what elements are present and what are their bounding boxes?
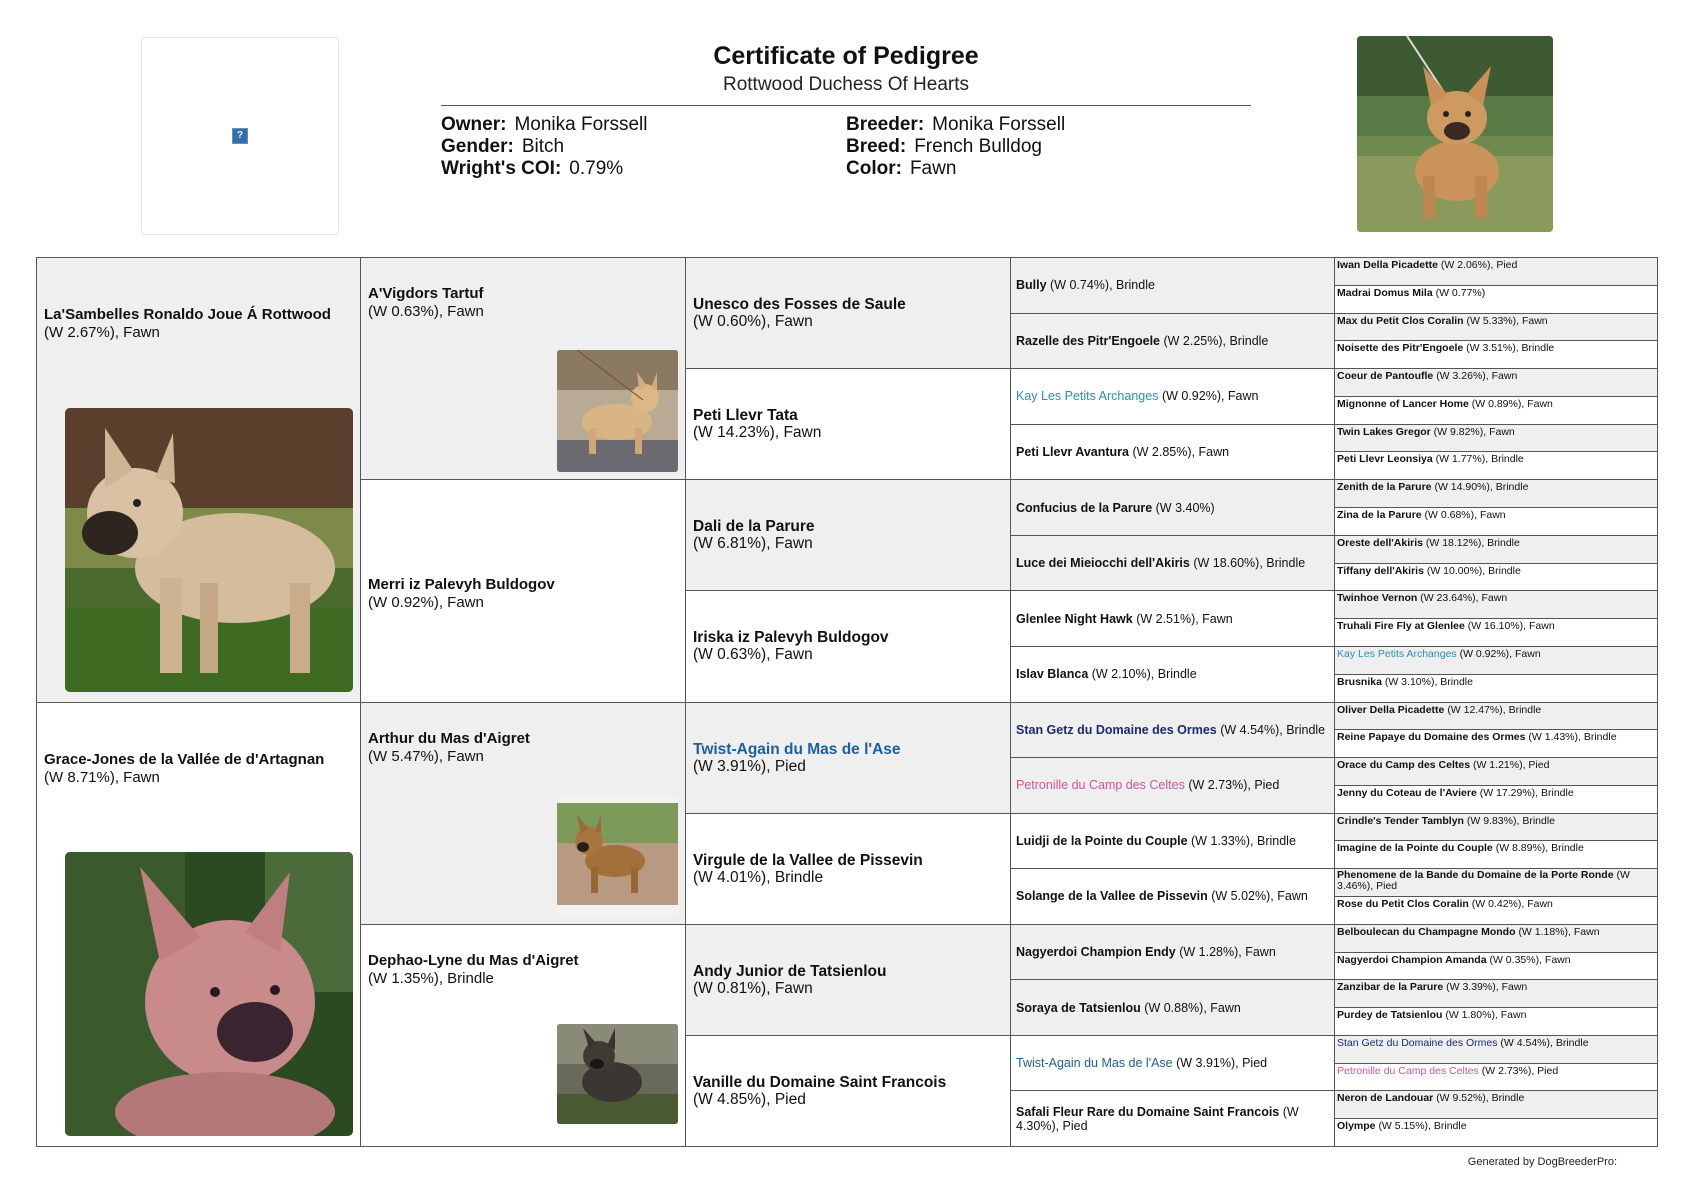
ped-gen2-1-entry — [368, 285, 484, 321]
ped-gen3-1-name: Unesco des Fosses de Saule — [693, 296, 906, 314]
ped-gen4-14 — [1011, 980, 1335, 1036]
ped-gen5-1-detail: (W 2.06%), Pied — [1440, 259, 1518, 271]
ped-gen4-6 — [1011, 536, 1335, 592]
ped-gen2-2-entry — [368, 576, 555, 612]
ped-gen5-17 — [1335, 703, 1658, 731]
ped-gen3-8-entry — [693, 1074, 946, 1108]
ped-gen5-31-entry — [1337, 1092, 1653, 1104]
ped-gen5-25-entry — [1337, 926, 1653, 938]
ped-gen5-24-entry — [1337, 898, 1653, 910]
ped-gen5-28-detail: (W 1.80%), Fawn — [1445, 1009, 1527, 1022]
ped-gen5-27 — [1335, 980, 1658, 1008]
ped-gen5-31-name: Neron de Landouar — [1337, 1092, 1434, 1105]
ped-gen3-1-detail: (W 0.60%), Fawn — [693, 313, 813, 331]
ped-gen5-20 — [1335, 786, 1658, 814]
ped-gen4-6-name: Luce dei Mieiocchi dell'Akiris — [1016, 556, 1190, 571]
ped-gen5-6-detail: (W 0.89%), Fawn — [1471, 397, 1553, 410]
ped-gen5-17-detail: (W 12.47%), Brindle — [1447, 703, 1542, 716]
french-bulldog-photo — [1357, 36, 1553, 232]
ped-gen5-13-detail: (W 23.64%), Fawn — [1420, 592, 1508, 605]
dam-name: Grace-Jones de la Vallée de d'Artagnan — [44, 750, 325, 768]
ped-gen4-6-entry — [1011, 556, 1313, 570]
owner-label: Owner: — [441, 114, 507, 135]
ped-gen5-8-entry — [1337, 453, 1653, 465]
ped-gen2-4-detail: (W 1.35%), Brindle — [368, 969, 494, 987]
ped-gen5-25 — [1335, 925, 1658, 953]
ped-gen5-8-name: Peti Llevr Leonsiya — [1337, 453, 1433, 466]
ped-gen4-11-detail: (W 1.33%), Brindle — [1191, 833, 1296, 848]
kennel-logo-placeholder — [141, 37, 339, 235]
ped-gen2-1-detail: (W 0.63%), Fawn — [368, 303, 484, 320]
ped-gen5-14-entry — [1337, 620, 1653, 632]
ped-gen3-3-name: Dali de la Parure — [693, 518, 815, 536]
coi-value: 0.79% — [569, 158, 624, 179]
ped-gen4-10-name[interactable]: Petronille du Camp des Celtes — [1016, 778, 1185, 793]
ped-gen2-4-photo — [557, 1024, 678, 1124]
ped-gen3-2-name: Peti Llevr Tata — [693, 407, 798, 425]
ped-gen5-2-entry — [1337, 287, 1653, 299]
ped-gen5-24-detail: (W 0.42%), Fawn — [1471, 897, 1553, 910]
ped-gen4-8 — [1011, 647, 1335, 703]
ped-gen5-16-entry — [1337, 676, 1653, 688]
ped-gen4-2-name: Razelle des Pitr'Engoele — [1016, 333, 1160, 348]
ped-gen5-4-name: Noisette des Pitr'Engoele — [1337, 342, 1464, 355]
sire-cell — [37, 258, 361, 703]
ped-gen5-21-detail: (W 9.83%), Brindle — [1466, 814, 1556, 827]
ped-gen4-15-name[interactable]: Twist-Again du Mas de l'Ase — [1016, 1056, 1173, 1071]
color-label: Color: — [846, 158, 902, 179]
ped-gen5-16-detail: (W 3.10%), Brindle — [1384, 675, 1473, 688]
ped-gen4-12-entry — [1011, 889, 1316, 903]
ped-gen3-5-detail: (W 3.91%), Pied — [693, 757, 806, 775]
ped-gen5-25-name: Belboulecan du Champagne Mondo — [1337, 925, 1516, 938]
ped-gen3-8 — [686, 1036, 1011, 1147]
ped-gen5-22-detail: (W 8.89%), Brindle — [1495, 842, 1584, 855]
ped-gen3-6 — [686, 814, 1011, 925]
ped-gen5-24-name: Rose du Petit Clos Coralin — [1337, 897, 1469, 910]
ped-gen5-3-detail: (W 5.33%), Fawn — [1466, 314, 1548, 327]
ped-gen5-29-entry — [1337, 1037, 1653, 1049]
ped-gen4-4 — [1011, 425, 1335, 481]
ped-gen5-2 — [1335, 286, 1658, 314]
ped-gen4-3-entry — [1011, 389, 1267, 403]
coi-label: Wright's COI: — [441, 158, 562, 179]
ped-gen5-9 — [1335, 480, 1658, 508]
ped-gen3-5-name[interactable]: Twist-Again du Mas de l'Ase — [693, 740, 901, 758]
ped-gen4-6-detail: (W 18.60%), Brindle — [1193, 556, 1306, 571]
ped-gen4-5-detail: (W 3.40%) — [1155, 500, 1215, 515]
ped-gen5-6 — [1335, 397, 1658, 425]
ped-gen5-21-name: Crindle's Tender Tamblyn — [1337, 814, 1464, 827]
dam-detail: (W 8.71%), Fawn — [44, 768, 160, 786]
ped-gen2-1-photo — [557, 350, 678, 472]
ped-gen5-26 — [1335, 953, 1658, 981]
sire-name: La'Sambelles Ronaldo Joue Á Rottwood — [44, 306, 331, 323]
gender-label: Gender: — [441, 136, 514, 157]
ped-gen4-1-entry — [1011, 278, 1163, 292]
ped-gen3-6-name: Virgule de la Vallee de Pissevin — [693, 851, 923, 869]
ped-gen2-4-entry — [368, 952, 579, 988]
ped-gen5-18-detail: (W 1.43%), Brindle — [1528, 731, 1617, 744]
ped-gen5-16 — [1335, 675, 1658, 703]
ped-gen5-12-entry — [1337, 565, 1653, 577]
ped-gen5-2-name: Madrai Domus Mila — [1337, 286, 1433, 299]
ped-gen5-3-entry — [1337, 315, 1653, 327]
ped-gen5-5-entry — [1337, 370, 1653, 382]
ped-gen5-7-name: Twin Lakes Gregor — [1337, 425, 1431, 438]
ped-gen5-27-name: Zanzibar de la Parure — [1337, 981, 1444, 994]
breed-row — [846, 136, 1251, 158]
ped-gen2-2-detail: (W 0.92%), Fawn — [368, 594, 484, 612]
ped-gen5-26-entry — [1337, 954, 1653, 966]
ped-gen4-2-detail: (W 2.25%), Brindle — [1163, 333, 1269, 348]
ped-gen5-23 — [1335, 869, 1658, 897]
ped-gen5-15 — [1335, 647, 1658, 675]
ped-gen4-1-name: Bully — [1016, 278, 1047, 293]
ped-gen4-3 — [1011, 369, 1335, 425]
ped-gen5-5 — [1335, 369, 1658, 397]
coi-row — [441, 158, 846, 180]
ped-gen5-28-entry — [1337, 1009, 1653, 1021]
ped-gen3-2 — [686, 369, 1011, 480]
ped-gen4-13-name: Nagyerdoi Champion Endy — [1016, 945, 1176, 960]
ped-gen5-18-entry — [1337, 731, 1653, 743]
ped-gen5-10 — [1335, 508, 1658, 536]
ped-gen2-1 — [361, 258, 686, 480]
ped-gen5-1 — [1335, 258, 1658, 286]
pedigree-chart — [36, 257, 1658, 1147]
ped-gen5-21 — [1335, 814, 1658, 842]
ped-gen4-9-name[interactable]: Stan Getz du Domaine des Ormes — [1016, 722, 1217, 737]
ped-gen5-4-entry — [1337, 342, 1653, 354]
ped-gen5-15-detail: (W 0.92%), Fawn — [1459, 647, 1541, 660]
info-left-column — [441, 114, 846, 180]
ped-gen3-3-entry — [693, 518, 814, 552]
ped-gen3-2-detail: (W 14.23%), Fawn — [693, 424, 822, 442]
ped-gen4-9-detail: (W 4.54%), Brindle — [1220, 722, 1326, 737]
ped-gen4-8-name: Islav Blanca — [1016, 667, 1089, 682]
ped-gen4-12-detail: (W 5.02%), Fawn — [1211, 889, 1308, 904]
ped-gen4-3-name[interactable]: Kay Les Petits Archanges — [1016, 389, 1159, 404]
color-row — [846, 158, 1251, 180]
ped-gen5-29 — [1335, 1036, 1658, 1064]
ped-gen2-3-entry — [368, 730, 530, 766]
ped-gen4-9 — [1011, 703, 1335, 759]
ped-gen2-3-photo — [557, 795, 678, 917]
ped-gen4-10-detail: (W 2.73%), Pied — [1188, 778, 1280, 793]
ped-gen5-29-detail: (W 4.54%), Brindle — [1500, 1036, 1589, 1049]
ped-gen3-5 — [686, 703, 1011, 814]
ped-gen4-1-detail: (W 0.74%), Brindle — [1050, 278, 1155, 293]
dam-cell — [37, 703, 361, 1148]
ped-gen4-11-name: Luidji de la Pointe du Couple — [1016, 833, 1188, 848]
ped-gen5-1-entry — [1337, 259, 1653, 271]
ped-gen5-14 — [1335, 619, 1658, 647]
ped-gen3-7-entry — [693, 963, 886, 997]
ped-gen5-12 — [1335, 564, 1658, 592]
ped-gen4-13-entry — [1011, 945, 1284, 959]
ped-gen5-9-entry — [1337, 481, 1653, 493]
ped-gen5-27-entry — [1337, 981, 1653, 993]
ped-gen5-31 — [1335, 1091, 1658, 1119]
ped-gen4-5-entry — [1011, 501, 1223, 515]
ped-gen5-30 — [1335, 1064, 1658, 1092]
ped-gen2-1-name: A'Vigdors Tartuf — [368, 285, 484, 302]
ped-gen5-13-name: Twinhoe Vernon — [1337, 592, 1418, 605]
ped-gen5-16-name: Brusnika — [1337, 675, 1382, 688]
ped-gen4-3-detail: (W 0.92%), Fawn — [1161, 389, 1259, 404]
ped-gen4-4-entry — [1011, 445, 1237, 459]
ped-gen5-32-detail: (W 5.15%), Brindle — [1378, 1120, 1467, 1133]
ped-gen5-5-name: Coeur de Pantoufle — [1337, 370, 1434, 383]
ped-gen5-11-detail: (W 18.12%), Brindle — [1425, 536, 1520, 549]
ped-gen4-15-detail: (W 3.91%), Pied — [1176, 1056, 1268, 1071]
ped-gen5-4 — [1335, 341, 1658, 369]
owner-row — [441, 114, 846, 136]
ped-gen5-30-detail: (W 2.73%), Pied — [1481, 1064, 1559, 1077]
ped-gen4-11-entry — [1011, 834, 1304, 848]
color-value: Fawn — [909, 158, 957, 179]
ped-gen5-12-name: Tiffany dell'Akiris — [1337, 564, 1424, 577]
ped-gen4-15-entry — [1011, 1056, 1275, 1070]
ped-gen3-4 — [686, 591, 1011, 702]
ped-gen4-16-entry — [1011, 1105, 1334, 1133]
ped-gen5-2-detail: (W 0.77%) — [1435, 286, 1486, 299]
ped-gen3-8-detail: (W 4.85%), Pied — [693, 1090, 806, 1108]
ped-gen5-23-detail: (W 3.46%), Pied — [1337, 869, 1630, 893]
ped-gen4-14-name: Soraya de Tatsienlou — [1016, 1000, 1141, 1015]
ped-gen2-3-detail: (W 5.47%), Fawn — [368, 747, 484, 765]
ped-gen5-8-detail: (W 1.77%), Brindle — [1435, 453, 1524, 466]
ped-gen5-15-name[interactable]: Kay Les Petits Archanges — [1337, 647, 1457, 660]
ped-gen4-4-detail: (W 2.85%), Fawn — [1132, 444, 1230, 459]
ped-gen5-24 — [1335, 897, 1658, 925]
ped-gen5-20-entry — [1337, 787, 1653, 799]
ped-gen2-2-name: Merri iz Palevyh Buldogov — [368, 576, 555, 594]
ped-gen2-4-name: Dephao-Lyne du Mas d'Aigret — [368, 951, 579, 969]
certificate-title: Certificate of Pedigree — [713, 42, 979, 70]
ped-gen5-11 — [1335, 536, 1658, 564]
dog-name: Rottwood Duchess Of Hearts — [722, 74, 970, 95]
ped-gen5-1-name: Iwan Della Picadette — [1337, 259, 1438, 271]
ped-gen3-7 — [686, 925, 1011, 1036]
ped-gen4-1 — [1011, 258, 1335, 314]
ped-gen5-15-entry — [1337, 648, 1653, 660]
ped-gen5-7-entry — [1337, 426, 1653, 438]
ped-gen5-6-entry — [1337, 398, 1653, 410]
ped-gen5-23-name: Phenomene de la Bande du Domaine de la Porte Ronde — [1337, 869, 1614, 882]
ped-gen4-13-detail: (W 1.28%), Fawn — [1179, 945, 1276, 960]
ped-gen3-1 — [686, 258, 1011, 369]
ped-gen5-27-detail: (W 3.39%), Fawn — [1446, 981, 1528, 994]
ped-gen5-10-detail: (W 0.68%), Fawn — [1424, 509, 1506, 522]
ped-gen3-7-name: Andy Junior de Tatsienlou — [693, 962, 887, 980]
ped-gen4-10 — [1011, 758, 1335, 814]
ped-gen4-2-entry — [1011, 334, 1276, 348]
ped-gen5-14-detail: (W 16.10%), Fawn — [1467, 620, 1555, 633]
ped-gen3-5-entry — [693, 741, 901, 775]
sire-photo — [65, 408, 353, 692]
ped-gen4-7-name: Glenlee Night Hawk — [1016, 611, 1133, 626]
ped-gen5-20-detail: (W 17.29%), Brindle — [1479, 786, 1574, 799]
ped-gen5-22-name: Imagine de la Pointe du Couple — [1337, 842, 1493, 855]
broken-image-icon: ? — [232, 128, 248, 144]
ped-gen5-22-entry — [1337, 842, 1653, 854]
ped-gen4-11 — [1011, 814, 1335, 870]
dog-photo — [1357, 36, 1553, 232]
ped-gen4-14-detail: (W 0.88%), Fawn — [1144, 1000, 1241, 1015]
ped-gen3-3 — [686, 480, 1011, 591]
ped-gen5-23-entry — [1337, 870, 1653, 892]
ped-gen5-26-name: Nagyerdoi Champion Amanda — [1337, 953, 1487, 966]
ped-gen4-8-detail: (W 2.10%), Brindle — [1091, 667, 1197, 682]
ped-gen5-32-name: Olympe — [1337, 1120, 1376, 1133]
ped-gen5-7 — [1335, 425, 1658, 453]
ped-gen2-3-name: Arthur du Mas d'Aigret — [368, 729, 530, 747]
ped-gen5-30-entry — [1337, 1065, 1653, 1077]
ped-gen2-2 — [361, 480, 686, 702]
ped-gen3-4-detail: (W 0.63%), Fawn — [693, 646, 813, 664]
info-right-column — [846, 114, 1251, 180]
ped-gen5-5-detail: (W 3.26%), Fawn — [1436, 370, 1518, 383]
ped-gen4-16-detail: (W 4.30%), Pied — [1016, 1104, 1299, 1133]
ped-gen5-6-name: Mignonne of Lancer Home — [1337, 397, 1469, 410]
ped-gen3-8-name: Vanille du Domaine Saint Francois — [693, 1073, 947, 1091]
ped-gen5-9-detail: (W 14.90%), Brindle — [1434, 481, 1529, 494]
ped-gen3-6-entry — [693, 852, 923, 886]
ped-gen5-22 — [1335, 841, 1658, 869]
ped-gen5-10-name: Zina de la Parure — [1337, 509, 1422, 522]
ped-gen5-11-entry — [1337, 537, 1653, 549]
ped-gen5-3 — [1335, 314, 1658, 342]
ped-gen4-14-entry — [1011, 1001, 1249, 1015]
ped-gen5-13-entry — [1337, 592, 1653, 604]
header-divider — [441, 105, 1251, 106]
ped-gen5-7-detail: (W 9.82%), Fawn — [1433, 425, 1515, 438]
ped-gen4-15 — [1011, 1036, 1335, 1092]
ped-gen4-12-name: Solange de la Vallee de Pissevin — [1016, 889, 1208, 904]
ped-gen4-4-name: Peti Llevr Avantura — [1016, 444, 1130, 459]
generator-credit: Generated by DogBreederPro: — [1467, 1156, 1617, 1168]
ped-gen5-19-entry — [1337, 759, 1653, 771]
ped-gen5-21-entry — [1337, 815, 1653, 827]
ped-gen4-13 — [1011, 925, 1335, 981]
breed-value: French Bulldog — [914, 136, 1042, 157]
ped-gen5-20-name: Jenny du Coteau de l'Aviere — [1337, 786, 1477, 799]
owner-value: Monika Forssell — [514, 114, 648, 135]
ped-gen5-11-name: Oreste dell'Akiris — [1337, 536, 1423, 549]
breed-label: Breed: — [846, 136, 907, 157]
ped-gen5-17-name: Oliver Della Picadette — [1337, 703, 1445, 716]
ped-gen4-16 — [1011, 1091, 1335, 1147]
ped-gen5-3-name: Max du Petit Clos Coralin — [1337, 314, 1464, 327]
ped-gen4-10-entry — [1011, 778, 1287, 792]
ped-gen5-31-detail: (W 9.52%), Brindle — [1436, 1092, 1525, 1105]
ped-gen3-4-entry — [693, 629, 889, 663]
ped-gen5-10-entry — [1337, 509, 1653, 521]
sire-entry — [44, 306, 331, 342]
ped-gen2-3 — [361, 703, 686, 925]
ped-gen5-29-name[interactable]: Stan Getz du Domaine des Ormes — [1337, 1036, 1498, 1049]
ped-gen4-7-detail: (W 2.51%), Fawn — [1136, 611, 1233, 626]
ped-gen5-13 — [1335, 591, 1658, 619]
ped-gen4-5-name: Confucius de la Parure — [1016, 500, 1153, 515]
ped-gen5-32 — [1335, 1119, 1658, 1147]
ped-gen4-12 — [1011, 869, 1335, 925]
ped-gen5-28-name: Purdey de Tatsienlou — [1337, 1009, 1443, 1022]
ped-gen5-4-detail: (W 3.51%), Brindle — [1466, 342, 1555, 355]
sire-detail: (W 2.67%), Fawn — [44, 324, 160, 341]
ped-gen5-19-name: Orace du Camp des Celtes — [1337, 759, 1471, 772]
ped-gen5-8 — [1335, 452, 1658, 480]
ped-gen5-14-name: Truhali Fire Fly at Glenlee — [1337, 620, 1465, 633]
ped-gen4-5 — [1011, 480, 1335, 536]
ped-gen5-17-entry — [1337, 704, 1653, 716]
ped-gen5-12-detail: (W 10.00%), Brindle — [1426, 564, 1521, 577]
ped-gen5-18-name: Reine Papaye du Domaine des Ormes — [1337, 731, 1526, 744]
gender-row — [441, 136, 846, 158]
dam-entry — [44, 751, 324, 787]
ped-gen4-9-entry — [1011, 723, 1333, 737]
ped-gen3-4-name: Iriska iz Palevyh Buldogov — [693, 629, 889, 647]
ped-gen4-7-entry — [1011, 612, 1241, 626]
ped-gen5-19-detail: (W 1.21%), Pied — [1472, 759, 1550, 772]
ped-gen5-28 — [1335, 1008, 1658, 1036]
dog-info — [441, 114, 1251, 180]
ped-gen5-9-name: Zenith de la Parure — [1337, 481, 1432, 494]
breeder-label: Breeder: — [846, 114, 925, 135]
ped-gen5-18 — [1335, 730, 1658, 758]
ped-gen5-25-detail: (W 1.18%), Fawn — [1518, 925, 1600, 938]
ped-gen4-16-name: Safali Fleur Rare du Domaine Saint Francois — [1016, 1104, 1280, 1119]
ped-gen3-2-entry — [693, 407, 821, 441]
ped-gen5-32-entry — [1337, 1120, 1653, 1132]
ped-gen3-7-detail: (W 0.81%), Fawn — [693, 979, 813, 997]
ped-gen5-30-name[interactable]: Petronille du Camp des Celtes — [1337, 1064, 1479, 1077]
ped-gen5-19 — [1335, 758, 1658, 786]
ped-gen3-6-detail: (W 4.01%), Brindle — [693, 868, 824, 886]
ped-gen3-3-detail: (W 6.81%), Fawn — [693, 535, 813, 553]
ped-gen4-8-entry — [1011, 667, 1205, 681]
certificate-header — [441, 40, 1251, 180]
breeder-value: Monika Forssell — [932, 114, 1066, 135]
ped-gen2-4 — [361, 925, 686, 1147]
ped-gen3-1-entry — [693, 296, 906, 330]
ped-gen5-26-detail: (W 0.35%), Fawn — [1489, 953, 1571, 966]
ped-gen4-7 — [1011, 591, 1335, 647]
breeder-row — [846, 114, 1251, 136]
ped-gen4-2 — [1011, 314, 1335, 370]
dam-photo — [65, 852, 353, 1136]
gender-value: Bitch — [521, 136, 565, 157]
